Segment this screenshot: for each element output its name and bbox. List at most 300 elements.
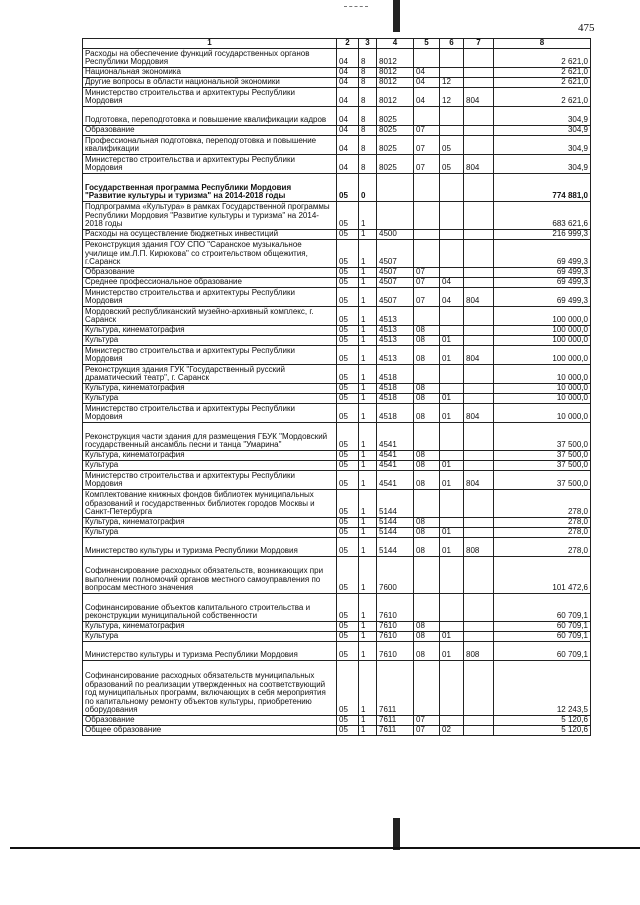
table-row [83,726,591,736]
row-code-4: 8025 [377,107,414,126]
header-cell: 8 [494,39,591,49]
row-code-4: 7610 [377,642,414,661]
row-code-4: 4500 [377,230,414,240]
row-amount: 683 621,6 [494,202,591,230]
row-code-3: 1 [359,423,377,451]
row-code-5 [414,49,440,68]
row-code-2: 05 [337,642,359,661]
row-code-3: 1 [359,288,377,307]
row-code-5: 07 [414,136,440,155]
row-code-6: 01 [440,528,464,538]
table-row [83,155,591,174]
row-name: Культура, кинематография [83,622,337,632]
row-code-6 [440,518,464,528]
table-row [83,68,591,78]
row-code-4: 4507 [377,268,414,278]
row-code-5: 04 [414,88,440,107]
row-code-2: 04 [337,49,359,68]
row-code-2: 05 [337,174,359,202]
row-code-4: 7611 [377,716,414,726]
row-code-6 [440,202,464,230]
row-name: Софинансирование расходных обязательств муниципальных образований по реализации утвержденных на соответствующий год муниципальных программ, включающих в себя мероприятия по капитальному ремонту объектов культуры, приобретению оборудования [83,661,337,716]
row-code-7 [464,622,494,632]
row-code-3: 1 [359,622,377,632]
row-code-7 [464,726,494,736]
row-code-7 [464,594,494,622]
row-code-4: 5144 [377,490,414,518]
table-row [83,288,591,307]
row-code-4: 4541 [377,461,414,471]
header-cell: 6 [440,39,464,49]
row-code-3: 1 [359,268,377,278]
row-code-4: 7611 [377,726,414,736]
row-code-6: 01 [440,404,464,423]
row-code-3: 1 [359,278,377,288]
row-code-6: 02 [440,726,464,736]
row-code-2: 05 [337,336,359,346]
table-row [83,490,591,518]
row-amount: 2 621,0 [494,88,591,107]
row-name: Реконструкция части здания для размещения ГБУК "Мордовский государственный ансамбль песни и танца "Умарина" [83,423,337,451]
row-code-4: 4518 [377,384,414,394]
table-row [83,202,591,230]
table-row [83,278,591,288]
row-name: Культура [83,336,337,346]
row-code-5 [414,202,440,230]
row-code-2: 05 [337,594,359,622]
row-code-6 [440,451,464,461]
row-name: Реконструкция здания ГУК "Государственный русский драматический театр", г. Саранск [83,365,337,384]
row-name: Расходы на осуществление бюджетных инвестиций [83,230,337,240]
row-code-5: 04 [414,68,440,78]
row-code-3: 1 [359,518,377,528]
row-amount: 69 499,3 [494,278,591,288]
row-code-2: 05 [337,307,359,326]
row-amount: 278,0 [494,490,591,518]
row-code-3: 1 [359,451,377,461]
row-code-5: 04 [414,78,440,88]
row-name: Министерство строительства и архитектуры Республики Мордовия [83,155,337,174]
row-code-4: 4518 [377,404,414,423]
row-name: Общее образование [83,726,337,736]
row-amount: 60 709,1 [494,642,591,661]
row-code-3: 1 [359,594,377,622]
row-code-3: 1 [359,365,377,384]
table-row [83,622,591,632]
row-code-5: 08 [414,394,440,404]
row-amount: 10 000,0 [494,384,591,394]
row-amount: 304,9 [494,107,591,126]
row-code-3: 8 [359,88,377,107]
row-code-6 [440,49,464,68]
row-code-4: 4541 [377,471,414,490]
row-code-2: 04 [337,126,359,136]
row-code-3: 8 [359,78,377,88]
row-code-5: 07 [414,716,440,726]
row-code-4: 7611 [377,661,414,716]
row-code-6: 04 [440,288,464,307]
row-code-2: 04 [337,107,359,126]
row-code-5 [414,557,440,594]
row-code-2: 04 [337,88,359,107]
row-name: Софинансирование расходных обязательств, возникающих при выполнении полномочий органов местного самоуправления по вопросам местного значения [83,557,337,594]
row-amount: 69 499,3 [494,240,591,268]
row-code-7 [464,107,494,126]
row-code-4: 8025 [377,155,414,174]
row-code-2: 05 [337,726,359,736]
row-name: Образование [83,268,337,278]
row-amount: 60 709,1 [494,632,591,642]
row-code-6 [440,490,464,518]
row-code-4: 8012 [377,68,414,78]
row-code-2: 05 [337,451,359,461]
row-code-7: 804 [464,404,494,423]
row-name: Министерство строительства и архитектуры Республики Мордовия [83,288,337,307]
row-code-7 [464,268,494,278]
row-code-7 [464,661,494,716]
row-amount: 774 881,0 [494,174,591,202]
row-code-6: 01 [440,346,464,365]
table-row [83,49,591,68]
row-code-7 [464,230,494,240]
row-code-7 [464,518,494,528]
row-code-7 [464,716,494,726]
table-row [83,336,591,346]
row-code-5 [414,594,440,622]
row-code-5: 08 [414,336,440,346]
row-code-2: 04 [337,136,359,155]
row-amount: 12 243,5 [494,661,591,716]
row-name: Культура, кинематография [83,326,337,336]
row-code-6 [440,326,464,336]
row-code-6 [440,240,464,268]
row-code-4: 4513 [377,336,414,346]
row-name: Подпрограмма «Культура» в рамках Государственной программы Республики Мордовия "Развитие культуры и туризма" на 2014-2018 годы [83,202,337,230]
row-code-6 [440,622,464,632]
row-code-5: 08 [414,622,440,632]
row-code-7: 804 [464,155,494,174]
table-row [83,461,591,471]
row-code-6: 01 [440,394,464,404]
row-amount: 2 621,0 [494,68,591,78]
row-code-3: 1 [359,471,377,490]
row-code-7 [464,202,494,230]
row-code-3: 8 [359,49,377,68]
row-code-5 [414,230,440,240]
row-code-6: 01 [440,642,464,661]
page-bottom-rule [10,847,640,849]
row-code-2: 05 [337,384,359,394]
row-code-5: 07 [414,726,440,736]
row-amount: 60 709,1 [494,622,591,632]
row-code-5: 07 [414,155,440,174]
row-code-7 [464,336,494,346]
row-amount: 278,0 [494,528,591,538]
row-name: Министерство строительства и архитектуры Республики Мордовия [83,471,337,490]
row-code-2: 05 [337,518,359,528]
row-code-6 [440,107,464,126]
row-code-5: 08 [414,642,440,661]
row-amount: 100 000,0 [494,326,591,336]
row-amount: 100 000,0 [494,336,591,346]
row-code-3: 1 [359,461,377,471]
row-code-6: 12 [440,88,464,107]
row-name: Культура, кинематография [83,518,337,528]
row-code-5: 08 [414,384,440,394]
row-code-3: 1 [359,490,377,518]
binder-mark-top [393,0,400,32]
row-code-6 [440,423,464,451]
row-code-4: 7610 [377,622,414,632]
row-code-2: 05 [337,423,359,451]
row-code-7 [464,451,494,461]
row-name: Расходы на обеспечение функций государственных органов Республики Мордовия [83,49,337,68]
row-amount: 37 500,0 [494,423,591,451]
row-code-5 [414,174,440,202]
row-code-4: 4518 [377,365,414,384]
header-cell: 5 [414,39,440,49]
row-code-5 [414,107,440,126]
row-code-2: 04 [337,68,359,78]
row-code-7 [464,384,494,394]
row-code-5 [414,423,440,451]
row-code-4: 4513 [377,326,414,336]
scan-mark [344,6,368,8]
row-code-4: 8025 [377,136,414,155]
row-code-7 [464,49,494,68]
row-code-2: 05 [337,661,359,716]
row-code-3: 1 [359,716,377,726]
row-code-3: 1 [359,240,377,268]
row-amount: 100 000,0 [494,346,591,365]
row-code-4: 7600 [377,557,414,594]
row-amount: 278,0 [494,538,591,557]
header-cell: 3 [359,39,377,49]
row-name: Комплектование книжных фондов библиотек муниципальных образований и государственных библиотек городов Москвы и Санкт-Петербурга [83,490,337,518]
table-row [83,518,591,528]
row-code-2: 05 [337,346,359,365]
row-code-5: 08 [414,632,440,642]
row-amount: 37 500,0 [494,451,591,461]
table-row [83,307,591,326]
row-name: Реконструкция здания ГОУ СПО "Саранское музыкальное училище им.Л.П. Кирюкова" со строительством общежития, г.Саранск [83,240,337,268]
row-amount: 10 000,0 [494,365,591,384]
row-code-6: 04 [440,278,464,288]
row-code-7 [464,126,494,136]
table-row [83,661,591,716]
row-code-4: 8012 [377,49,414,68]
row-amount: 304,9 [494,136,591,155]
row-code-7 [464,461,494,471]
row-code-2: 05 [337,461,359,471]
row-code-3: 0 [359,174,377,202]
row-code-7 [464,528,494,538]
row-code-6 [440,307,464,326]
row-code-2: 05 [337,278,359,288]
row-code-6: 01 [440,538,464,557]
row-code-6 [440,68,464,78]
row-code-6: 01 [440,336,464,346]
row-name: Среднее профессиональное образование [83,278,337,288]
row-code-3: 1 [359,384,377,394]
binder-mark-bottom [393,818,400,850]
table-row [83,423,591,451]
row-amount: 60 709,1 [494,594,591,622]
row-code-5 [414,661,440,716]
row-code-3: 1 [359,632,377,642]
row-amount: 2 621,0 [494,49,591,68]
row-code-3: 1 [359,394,377,404]
row-code-4: 7610 [377,632,414,642]
row-code-3: 1 [359,642,377,661]
row-code-3: 1 [359,202,377,230]
row-code-7 [464,632,494,642]
row-name: Культура, кинематография [83,451,337,461]
row-amount: 2 621,0 [494,78,591,88]
row-name: Государственная программа Республики Мордовия "Развитие культуры и туризма" на 2014-2018 годы [83,174,337,202]
table-row [83,230,591,240]
row-name: Культура, кинематография [83,384,337,394]
row-name: Министерство строительства и архитектуры Республики Мордовия [83,346,337,365]
row-name: Мордовский республиканский музейно-архивный комплекс, г. Саранск [83,307,337,326]
row-code-3: 8 [359,68,377,78]
row-code-4 [377,202,414,230]
row-code-6 [440,230,464,240]
table-row [83,365,591,384]
row-code-2: 05 [337,268,359,278]
table-row [83,346,591,365]
row-code-4: 4507 [377,288,414,307]
row-code-4: 4507 [377,278,414,288]
table-row [83,716,591,726]
header-cell: 2 [337,39,359,49]
row-code-7 [464,78,494,88]
header-cell: 7 [464,39,494,49]
row-code-2: 05 [337,716,359,726]
row-code-4: 4541 [377,451,414,461]
table-row [83,384,591,394]
row-code-2: 05 [337,528,359,538]
row-code-2: 05 [337,326,359,336]
row-code-3: 1 [359,346,377,365]
row-code-3: 1 [359,404,377,423]
table-row [83,174,591,202]
row-code-7 [464,136,494,155]
row-code-6 [440,268,464,278]
row-code-4: 5144 [377,538,414,557]
table-row [83,642,591,661]
row-code-6: 01 [440,632,464,642]
table-row [83,88,591,107]
row-code-7 [464,423,494,451]
row-code-4: 4541 [377,423,414,451]
row-code-7 [464,240,494,268]
row-amount: 37 500,0 [494,471,591,490]
row-code-7: 804 [464,88,494,107]
table-row [83,107,591,126]
row-amount: 100 000,0 [494,307,591,326]
row-amount: 304,9 [494,155,591,174]
table-row [83,268,591,278]
row-code-6: 12 [440,78,464,88]
table-row [83,471,591,490]
row-code-3: 1 [359,557,377,594]
row-code-5: 08 [414,461,440,471]
row-amount: 69 499,3 [494,288,591,307]
row-code-2: 05 [337,240,359,268]
row-code-3: 8 [359,155,377,174]
table-row [83,126,591,136]
row-code-5: 08 [414,326,440,336]
row-code-7 [464,490,494,518]
row-amount: 10 000,0 [494,404,591,423]
row-code-5: 07 [414,126,440,136]
row-code-7 [464,278,494,288]
row-code-6 [440,365,464,384]
table-row [83,451,591,461]
row-code-4: 7610 [377,594,414,622]
row-code-5 [414,307,440,326]
row-name: Культура [83,632,337,642]
row-code-6 [440,174,464,202]
row-amount: 101 472,6 [494,557,591,594]
row-code-2: 05 [337,471,359,490]
row-amount: 69 499,3 [494,268,591,278]
row-name: Министерство строительства и архитектуры Республики Мордовия [83,404,337,423]
row-code-6 [440,384,464,394]
table-row [83,240,591,268]
row-code-7 [464,557,494,594]
row-code-6 [440,594,464,622]
row-code-3: 8 [359,136,377,155]
table-row [83,404,591,423]
row-name: Национальная экономика [83,68,337,78]
row-code-5: 08 [414,451,440,461]
row-code-3: 1 [359,528,377,538]
row-name: Министерство культуры и туризма Республики Мордовия [83,538,337,557]
row-code-7: 808 [464,538,494,557]
row-code-4: 8012 [377,88,414,107]
row-code-2: 05 [337,557,359,594]
table-row [83,528,591,538]
row-code-4: 5144 [377,518,414,528]
row-code-3: 1 [359,307,377,326]
budget-table [82,38,591,736]
row-code-3: 8 [359,126,377,136]
row-name: Культура [83,528,337,538]
table-row [83,594,591,622]
table-header-row [83,39,591,49]
row-name: Профессиональная подготовка, переподготовка и повышение квалификации [83,136,337,155]
page-number: 475 [578,22,595,34]
row-name: Подготовка, переподготовка и повышение квалификации кадров [83,107,337,126]
row-code-2: 04 [337,78,359,88]
table-row [83,632,591,642]
row-amount: 10 000,0 [494,394,591,404]
row-code-5 [414,490,440,518]
row-code-4: 8025 [377,126,414,136]
table-row [83,136,591,155]
row-code-6 [440,557,464,594]
row-code-3: 1 [359,538,377,557]
row-amount: 5 120,6 [494,716,591,726]
row-code-6: 05 [440,136,464,155]
row-code-3: 1 [359,230,377,240]
row-code-2: 05 [337,404,359,423]
table-row [83,538,591,557]
row-code-5: 08 [414,528,440,538]
row-code-2: 05 [337,394,359,404]
